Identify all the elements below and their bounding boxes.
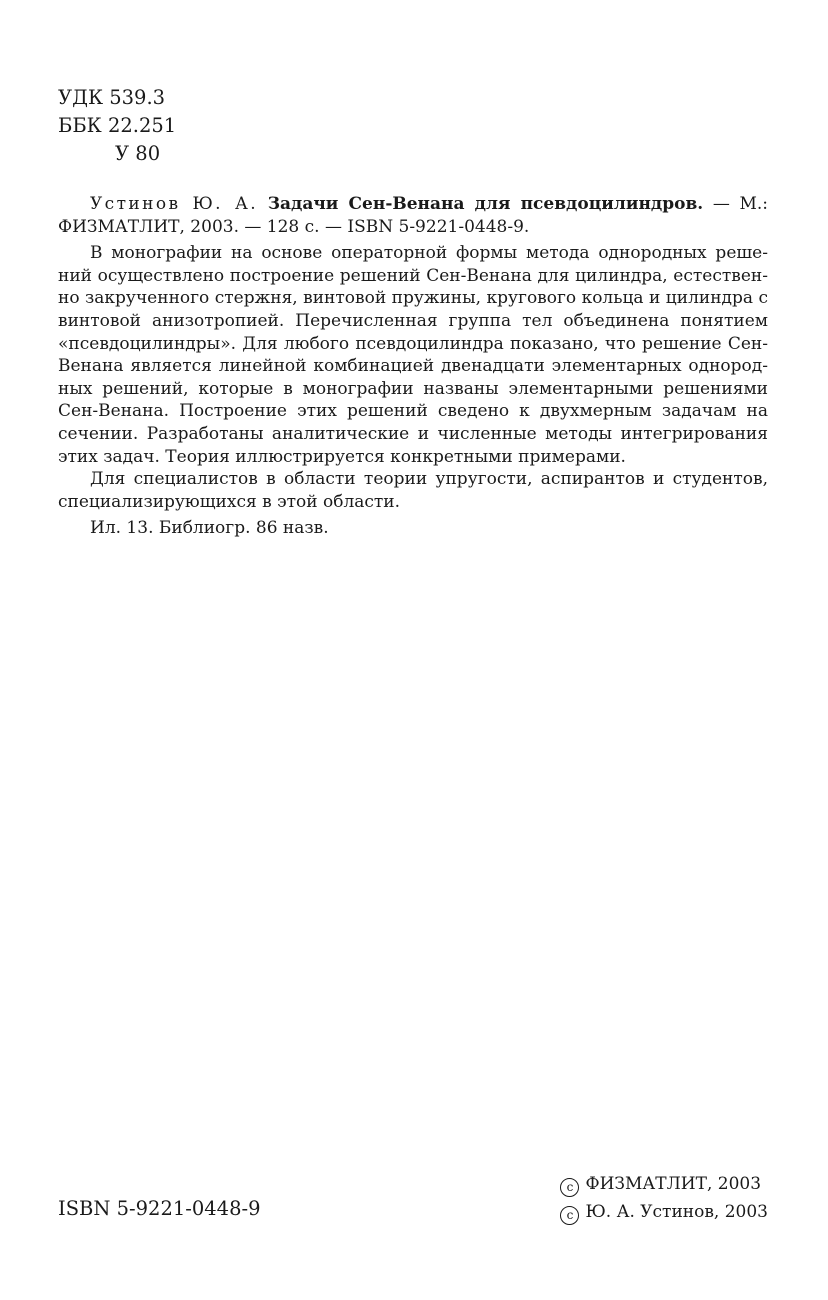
author-mark: У 80 xyxy=(115,142,161,165)
isbn-number: ISBN 5-9221-0448-9 xyxy=(58,1197,261,1220)
book-title: Задачи Сен-Венана для псевдоцилиндров. xyxy=(267,194,704,214)
entry-dash: — xyxy=(703,194,730,214)
bbk-code: ББК 22.251 xyxy=(58,114,177,137)
illustrations-note: Ил. 13. Библиогр. 86 назв. xyxy=(90,518,329,539)
copyright-publisher-text: ФИЗМАТЛИТ, 2003 xyxy=(585,1174,762,1194)
bibliographic-entry xyxy=(58,193,768,238)
imprint: М.: ФИЗМАТЛИТ, 2003. — 128 с. — ISBN 5-9221-0448-9. xyxy=(58,194,768,237)
udk-code: УДК 539.3 xyxy=(58,86,166,109)
copyright-block xyxy=(560,1170,768,1226)
copyright-author-text: Ю. А. Устинов, 2003 xyxy=(585,1202,768,1222)
copyright-icon: c xyxy=(560,1206,579,1225)
audience-paragraph: Для специалистов в области теории упругости, аспирантов и студентов, специализирующихся в этой области. xyxy=(58,469,768,512)
abstract-paragraph: В монографии на основе операторной формы метода однородных решений осуществлено построение решений Сен-Венана для цилиндра, естественно закрученного стержня, винтовой пружины, кругового кольца и цилиндра с винтовой анизотропией. Перечисленная группа тел объединена понятием «псевдоцилиндры». Для любого псевдоцилиндра показано, что решение Сен-Венана является линейной комбинацией двенадцати элементарных однородных решений, которые в монографии названы элементарными решениями Сен-Венана. Построение этих решений сведено к двухмерным задачам на сечении. Разработаны аналитические и численные методы интегрирования этих задач. Теория иллюстрируется конкретными примерами. xyxy=(58,243,768,467)
author-name: Устинов Ю. А. xyxy=(90,194,259,214)
annotation-block xyxy=(58,193,768,540)
copyright-icon: c xyxy=(560,1178,579,1197)
copyright-publisher xyxy=(560,1170,768,1198)
copyright-author xyxy=(560,1198,768,1226)
classification-block xyxy=(58,84,176,168)
